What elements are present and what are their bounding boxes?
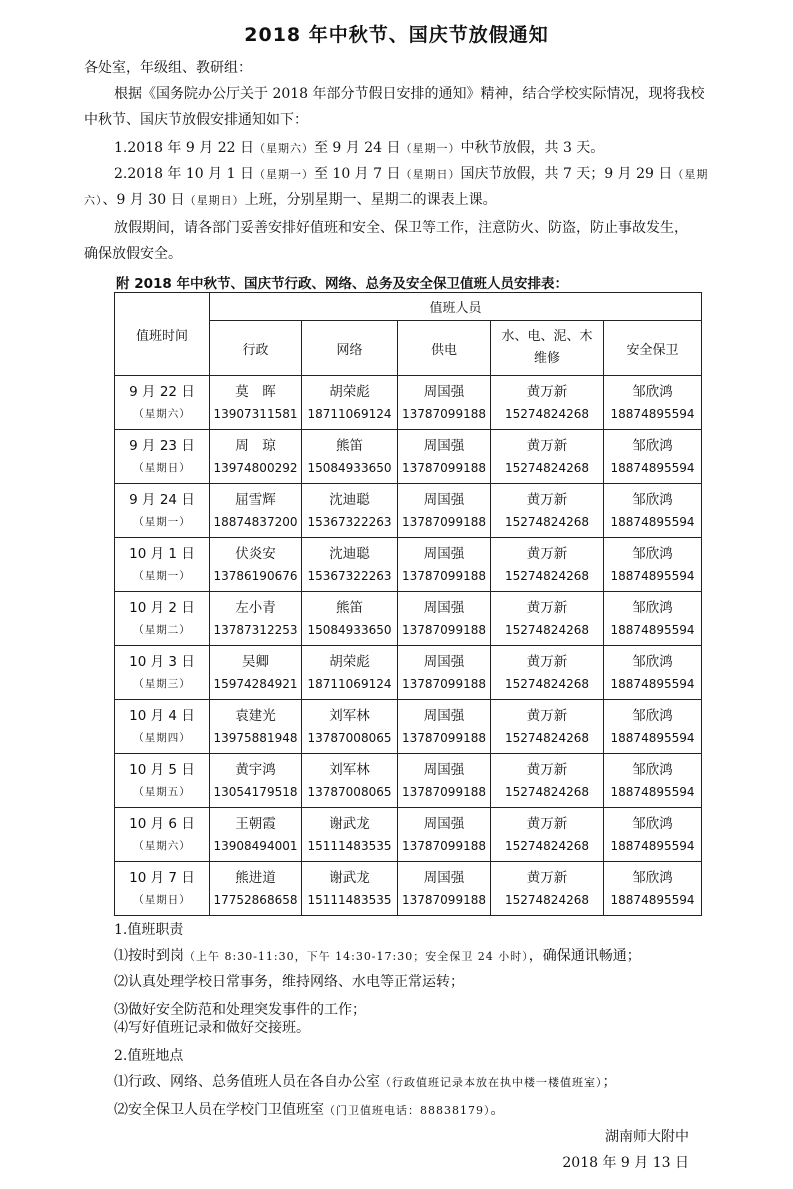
security-cell-secondary: 18874895594 (610, 784, 695, 799)
table-row (115, 430, 702, 484)
item1-end: 至 9 月 24 日 (313, 140, 401, 156)
admin-cell (210, 754, 302, 808)
power-cell-secondary: 13787099188 (402, 838, 486, 853)
date-cell (115, 538, 210, 592)
security-cell-secondary: 18874895594 (610, 406, 695, 421)
admin-cell-secondary: 13054179518 (213, 784, 298, 799)
security-cell-primary: 邹欣鸿 (632, 383, 673, 400)
header-power: 供电 (398, 321, 491, 376)
header-duty-time: 值班时间 (115, 293, 210, 376)
power-cell-secondary: 13787099188 (402, 514, 486, 529)
security-cell-primary: 邹欣鸿 (632, 653, 673, 670)
power-cell (398, 700, 491, 754)
table-caption: 附 2018 年中秋节、国庆节行政、网络、总务及安全保卫值班人员安排表： (116, 276, 568, 292)
date-cell (115, 754, 210, 808)
repair-cell-primary: 黄万新 (526, 599, 568, 616)
security-cell-secondary: 18874895594 (610, 514, 695, 529)
power-cell-primary: 周国强 (423, 707, 465, 724)
issue-date: 2018 年 9 月 13 日 (562, 1155, 689, 1171)
security-cell-secondary: 18874895594 (610, 730, 695, 745)
repair-cell-primary: 黄万新 (526, 383, 568, 400)
power-cell (398, 808, 491, 862)
date-cell (115, 592, 210, 646)
table-row (115, 700, 702, 754)
network-cell-secondary: 15084933650 (307, 460, 392, 475)
table-row (115, 484, 702, 538)
power-cell-primary: 周国强 (423, 383, 465, 400)
network-cell-secondary: 15111483535 (307, 892, 392, 907)
network-cell-secondary: 15367322263 (307, 568, 392, 583)
admin-cell-primary: 袁建光 (235, 707, 276, 724)
date-cell (115, 808, 210, 862)
header-security: 安全保卫 (604, 321, 702, 376)
date-cell-secondary: （星期四） (133, 731, 191, 744)
repair-cell-secondary: 15274824268 (505, 568, 589, 583)
page-title: 2018 年中秋节、国庆节放假通知 (244, 24, 549, 46)
network-cell-secondary: 18711069124 (307, 406, 392, 421)
date-cell-secondary: （星期六） (133, 839, 191, 852)
date-cell-primary: 9 月 24 日 (129, 491, 195, 508)
date-cell-secondary: （星期一） (133, 515, 191, 528)
intro-line-1: 根据《国务院办公厅关于 2018 年部分节假日安排的通知》精神，结合学校实际情况，现将我校 (114, 86, 705, 102)
repair-cell (491, 484, 604, 538)
header-admin: 行政 (210, 321, 302, 376)
date-cell (115, 430, 210, 484)
network-cell (302, 646, 398, 700)
signature: 湖南师大附中 (605, 1129, 689, 1145)
security-cell (604, 700, 702, 754)
power-cell-primary: 周国强 (423, 761, 465, 778)
power-cell (398, 376, 491, 430)
repair-cell-secondary: 15274824268 (505, 622, 589, 637)
repair-cell (491, 538, 604, 592)
admin-cell-secondary: 13975881948 (213, 730, 298, 745)
power-cell-secondary: 13787099188 (402, 568, 486, 583)
repair-cell (491, 808, 604, 862)
network-cell-primary: 熊笛 (336, 599, 363, 616)
date-cell (115, 646, 210, 700)
item2-workday-weekday-b: 六） (84, 194, 103, 207)
item-national-day-line-1 (114, 164, 708, 185)
repair-cell (491, 700, 604, 754)
repair-cell-primary: 黄万新 (526, 869, 568, 886)
date-cell-secondary: （星期日） (133, 461, 191, 474)
security-cell-primary: 邹欣鸿 (632, 599, 673, 616)
date-cell-primary: 10 月 7 日 (129, 869, 195, 886)
power-cell-secondary: 13787099188 (402, 622, 486, 637)
security-cell (604, 646, 702, 700)
security-cell (604, 592, 702, 646)
admin-cell (210, 430, 302, 484)
power-cell-primary: 周国强 (423, 815, 465, 832)
admin-cell-secondary: 13908494001 (213, 838, 298, 853)
table-row (115, 538, 702, 592)
location-heading: 2.值班地点 (114, 1048, 184, 1064)
security-cell-primary: 邹欣鸿 (632, 815, 673, 832)
repair-cell (491, 862, 604, 916)
power-cell-secondary: 13787099188 (402, 784, 486, 799)
repair-cell-primary: 黄万新 (526, 815, 568, 832)
admin-cell-secondary: 13907311581 (213, 406, 298, 421)
power-cell-primary: 周国强 (423, 491, 465, 508)
duty-item-2: ⑵认真处理学校日常事务，维持网络、水电等正常运转； (114, 974, 464, 990)
power-cell (398, 484, 491, 538)
location-item-1: ⑴行政、网络、总务值班人员在各自办公室（行政值班记录本放在执中楼一楼值班室）； (114, 1074, 617, 1090)
admin-cell (210, 646, 302, 700)
network-cell-secondary: 13787008065 (307, 784, 392, 799)
item2-workday-weekday-c: （星期日） (184, 194, 245, 207)
item2-end: 至 10 月 7 日 (313, 166, 401, 182)
repair-cell (491, 754, 604, 808)
security-cell-secondary: 18874895594 (610, 460, 695, 475)
table-row (115, 862, 702, 916)
date-cell-secondary: （星期五） (133, 785, 191, 798)
date-cell (115, 484, 210, 538)
admin-cell-primary: 熊进道 (235, 869, 276, 886)
repair-cell-primary: 黄万新 (526, 491, 568, 508)
item2-start: 2.2018 年 10 月 1 日 (114, 166, 254, 182)
security-cell (604, 862, 702, 916)
network-cell-primary: 谢武龙 (329, 869, 370, 886)
power-cell-primary: 周国强 (423, 599, 465, 616)
table-row (115, 376, 702, 430)
power-cell (398, 430, 491, 484)
date-cell-primary: 10 月 5 日 (129, 761, 195, 778)
repair-cell-secondary: 15274824268 (505, 676, 589, 691)
item1-end-weekday: （星期一） (400, 142, 461, 155)
item1-start: 1.2018 年 9 月 22 日 (114, 140, 254, 156)
network-cell (302, 484, 398, 538)
security-cell (604, 484, 702, 538)
date-cell (115, 376, 210, 430)
security-cell (604, 430, 702, 484)
network-cell-secondary: 18711069124 (307, 676, 392, 691)
item1-summary: 中秋节放假，共 3 天。 (460, 140, 605, 156)
date-cell-primary: 10 月 2 日 (129, 599, 195, 616)
power-cell-primary: 周国强 (423, 437, 465, 454)
admin-cell-secondary: 17752868658 (213, 892, 298, 907)
date-cell-primary: 10 月 3 日 (129, 653, 195, 670)
power-cell-primary: 周国强 (423, 545, 465, 562)
security-cell-primary: 邹欣鸿 (632, 437, 673, 454)
repair-cell (491, 376, 604, 430)
security-cell-secondary: 18874895594 (610, 838, 695, 853)
power-cell-secondary: 13787099188 (402, 460, 486, 475)
repair-cell-primary: 黄万新 (526, 761, 568, 778)
network-cell-primary: 胡荣彪 (329, 653, 370, 670)
admin-cell-primary: 莫 晖 (235, 383, 276, 400)
admin-cell-primary: 左小青 (235, 599, 276, 616)
power-cell (398, 592, 491, 646)
network-cell-primary: 熊笛 (336, 437, 363, 454)
network-cell-secondary: 15111483535 (307, 838, 392, 853)
header-repair: 水、电、泥、木维修 (491, 321, 604, 376)
admin-cell-secondary: 13787312253 (213, 622, 298, 637)
security-cell-primary: 邹欣鸿 (632, 869, 673, 886)
network-cell-primary: 刘军林 (329, 707, 370, 724)
repair-cell-primary: 黄万新 (526, 653, 568, 670)
date-cell-primary: 9 月 22 日 (129, 383, 195, 400)
item2-summary: 国庆节放假，共 7 天；9 月 29 日 (460, 166, 673, 182)
repair-cell-secondary: 15274824268 (505, 406, 589, 421)
repair-cell-primary: 黄万新 (526, 437, 568, 454)
greeting: 各处室，年级组、教研组： (84, 60, 252, 76)
security-cell-primary: 邹欣鸿 (632, 707, 673, 724)
repair-cell-secondary: 15274824268 (505, 892, 589, 907)
network-cell (302, 862, 398, 916)
network-cell (302, 592, 398, 646)
admin-cell-primary: 吴卿 (242, 653, 269, 670)
power-cell-secondary: 13787099188 (402, 730, 486, 745)
repair-cell-secondary: 15274824268 (505, 514, 589, 529)
network-cell-primary: 谢武龙 (329, 815, 370, 832)
repair-cell (491, 430, 604, 484)
admin-cell-secondary: 13974800292 (213, 460, 298, 475)
table-row (115, 592, 702, 646)
item-mid-autumn (114, 138, 604, 159)
item2-workday-2: 、9 月 30 日 (102, 192, 185, 208)
admin-cell (210, 538, 302, 592)
date-cell-primary: 9 月 23 日 (129, 437, 195, 454)
power-cell-primary: 周国强 (423, 869, 465, 886)
network-cell (302, 538, 398, 592)
network-cell-secondary: 15084933650 (307, 622, 392, 637)
duty-item-1: ⑴按时到岗（上午 8:30-11:30，下午 14:30-17:30；安全保卫 24 小时），确保通讯畅通； (114, 948, 641, 964)
power-cell-secondary: 13787099188 (402, 676, 486, 691)
duty-table-body (115, 376, 702, 916)
security-cell-secondary: 18874895594 (610, 892, 695, 907)
admin-cell (210, 862, 302, 916)
power-cell (398, 646, 491, 700)
security-cell-secondary: 18874895594 (610, 676, 695, 691)
network-cell-primary: 胡荣彪 (329, 383, 370, 400)
admin-cell-primary: 黄宇鸿 (235, 761, 276, 778)
security-cell-secondary: 18874895594 (610, 568, 695, 583)
network-cell (302, 700, 398, 754)
admin-cell-secondary: 13786190676 (213, 568, 298, 583)
date-cell (115, 700, 210, 754)
date-cell-secondary: （星期日） (133, 893, 191, 906)
repair-cell (491, 646, 604, 700)
power-cell (398, 862, 491, 916)
repair-cell-secondary: 15274824268 (505, 838, 589, 853)
repair-cell-primary: 黄万新 (526, 707, 568, 724)
admin-cell-secondary: 15974284921 (213, 676, 298, 691)
location-item-2: ⑵安全保卫人员在学校门卫值班室（门卫值班电话：88838179）。 (114, 1102, 505, 1118)
repair-cell (491, 592, 604, 646)
security-cell-secondary: 18874895594 (610, 622, 695, 637)
power-cell (398, 754, 491, 808)
repair-cell-secondary: 15274824268 (505, 730, 589, 745)
security-cell (604, 538, 702, 592)
duty-item-4: ⑷写好值班记录和做好交接班。 (114, 1020, 310, 1036)
notice-line-1: 放假期间，请各部门妥善安排好值班和安全、保卫等工作，注意防火、防盗，防止事故发生， (114, 220, 688, 236)
repair-cell-secondary: 15274824268 (505, 784, 589, 799)
admin-cell-primary: 屈雪辉 (235, 491, 276, 508)
admin-cell (210, 808, 302, 862)
network-cell-primary: 刘军林 (329, 761, 370, 778)
repair-cell-secondary: 15274824268 (505, 460, 589, 475)
admin-cell-primary: 王朝霞 (235, 815, 276, 832)
repair-cell-primary: 黄万新 (526, 545, 568, 562)
item2-workday-note: 上班，分别星期一、星期二的课表上课。 (244, 192, 497, 208)
admin-cell (210, 484, 302, 538)
date-cell-primary: 10 月 4 日 (129, 707, 195, 724)
security-cell (604, 754, 702, 808)
admin-cell-primary: 周 琼 (235, 437, 276, 454)
security-cell-primary: 邹欣鸿 (632, 545, 673, 562)
security-cell-primary: 邹欣鸿 (632, 761, 673, 778)
power-cell-primary: 周国强 (423, 653, 465, 670)
duties-heading: 1.值班职责 (114, 922, 184, 938)
power-cell (398, 538, 491, 592)
network-cell-secondary: 15367322263 (307, 514, 392, 529)
header-duty-staff: 值班人员 (210, 293, 702, 321)
table-row (115, 754, 702, 808)
power-cell-secondary: 13787099188 (402, 406, 486, 421)
item1-start-weekday: （星期六） (253, 142, 314, 155)
network-cell (302, 754, 398, 808)
network-cell (302, 430, 398, 484)
item-national-day-line-2 (84, 190, 497, 211)
network-cell (302, 808, 398, 862)
date-cell-secondary: （星期一） (133, 569, 191, 582)
network-cell-primary: 沈迪聪 (329, 545, 370, 562)
notice-line-2: 确保放假安全。 (84, 246, 182, 262)
admin-cell-secondary: 18874837200 (213, 514, 298, 529)
date-cell-secondary: （星期三） (133, 677, 191, 690)
network-cell-secondary: 13787008065 (307, 730, 392, 745)
admin-cell (210, 376, 302, 430)
date-cell-primary: 10 月 6 日 (129, 815, 195, 832)
table-row (115, 646, 702, 700)
item2-start-weekday: （星期一） (253, 168, 314, 181)
network-cell (302, 376, 398, 430)
security-cell (604, 808, 702, 862)
date-cell-primary: 10 月 1 日 (129, 545, 195, 562)
admin-cell-primary: 伏炎安 (235, 545, 276, 562)
duty-table (114, 292, 702, 916)
network-cell-primary: 沈迪聪 (329, 491, 370, 508)
security-cell (604, 376, 702, 430)
date-cell (115, 862, 210, 916)
security-cell-primary: 邹欣鸿 (632, 491, 673, 508)
admin-cell (210, 700, 302, 754)
date-cell-secondary: （星期二） (133, 623, 191, 636)
item2-end-weekday: （星期日） (400, 168, 461, 181)
intro-line-2: 中秋节、国庆节放假安排通知如下： (84, 112, 308, 128)
table-row (115, 808, 702, 862)
date-cell-secondary: （星期六） (133, 407, 191, 420)
admin-cell (210, 592, 302, 646)
item2-workday-weekday-a: （星期 (672, 168, 709, 181)
power-cell-secondary: 13787099188 (402, 892, 486, 907)
header-network: 网络 (302, 321, 398, 376)
duty-item-3: ⑶做好安全防范和处理突发事件的工作； (114, 1002, 366, 1018)
